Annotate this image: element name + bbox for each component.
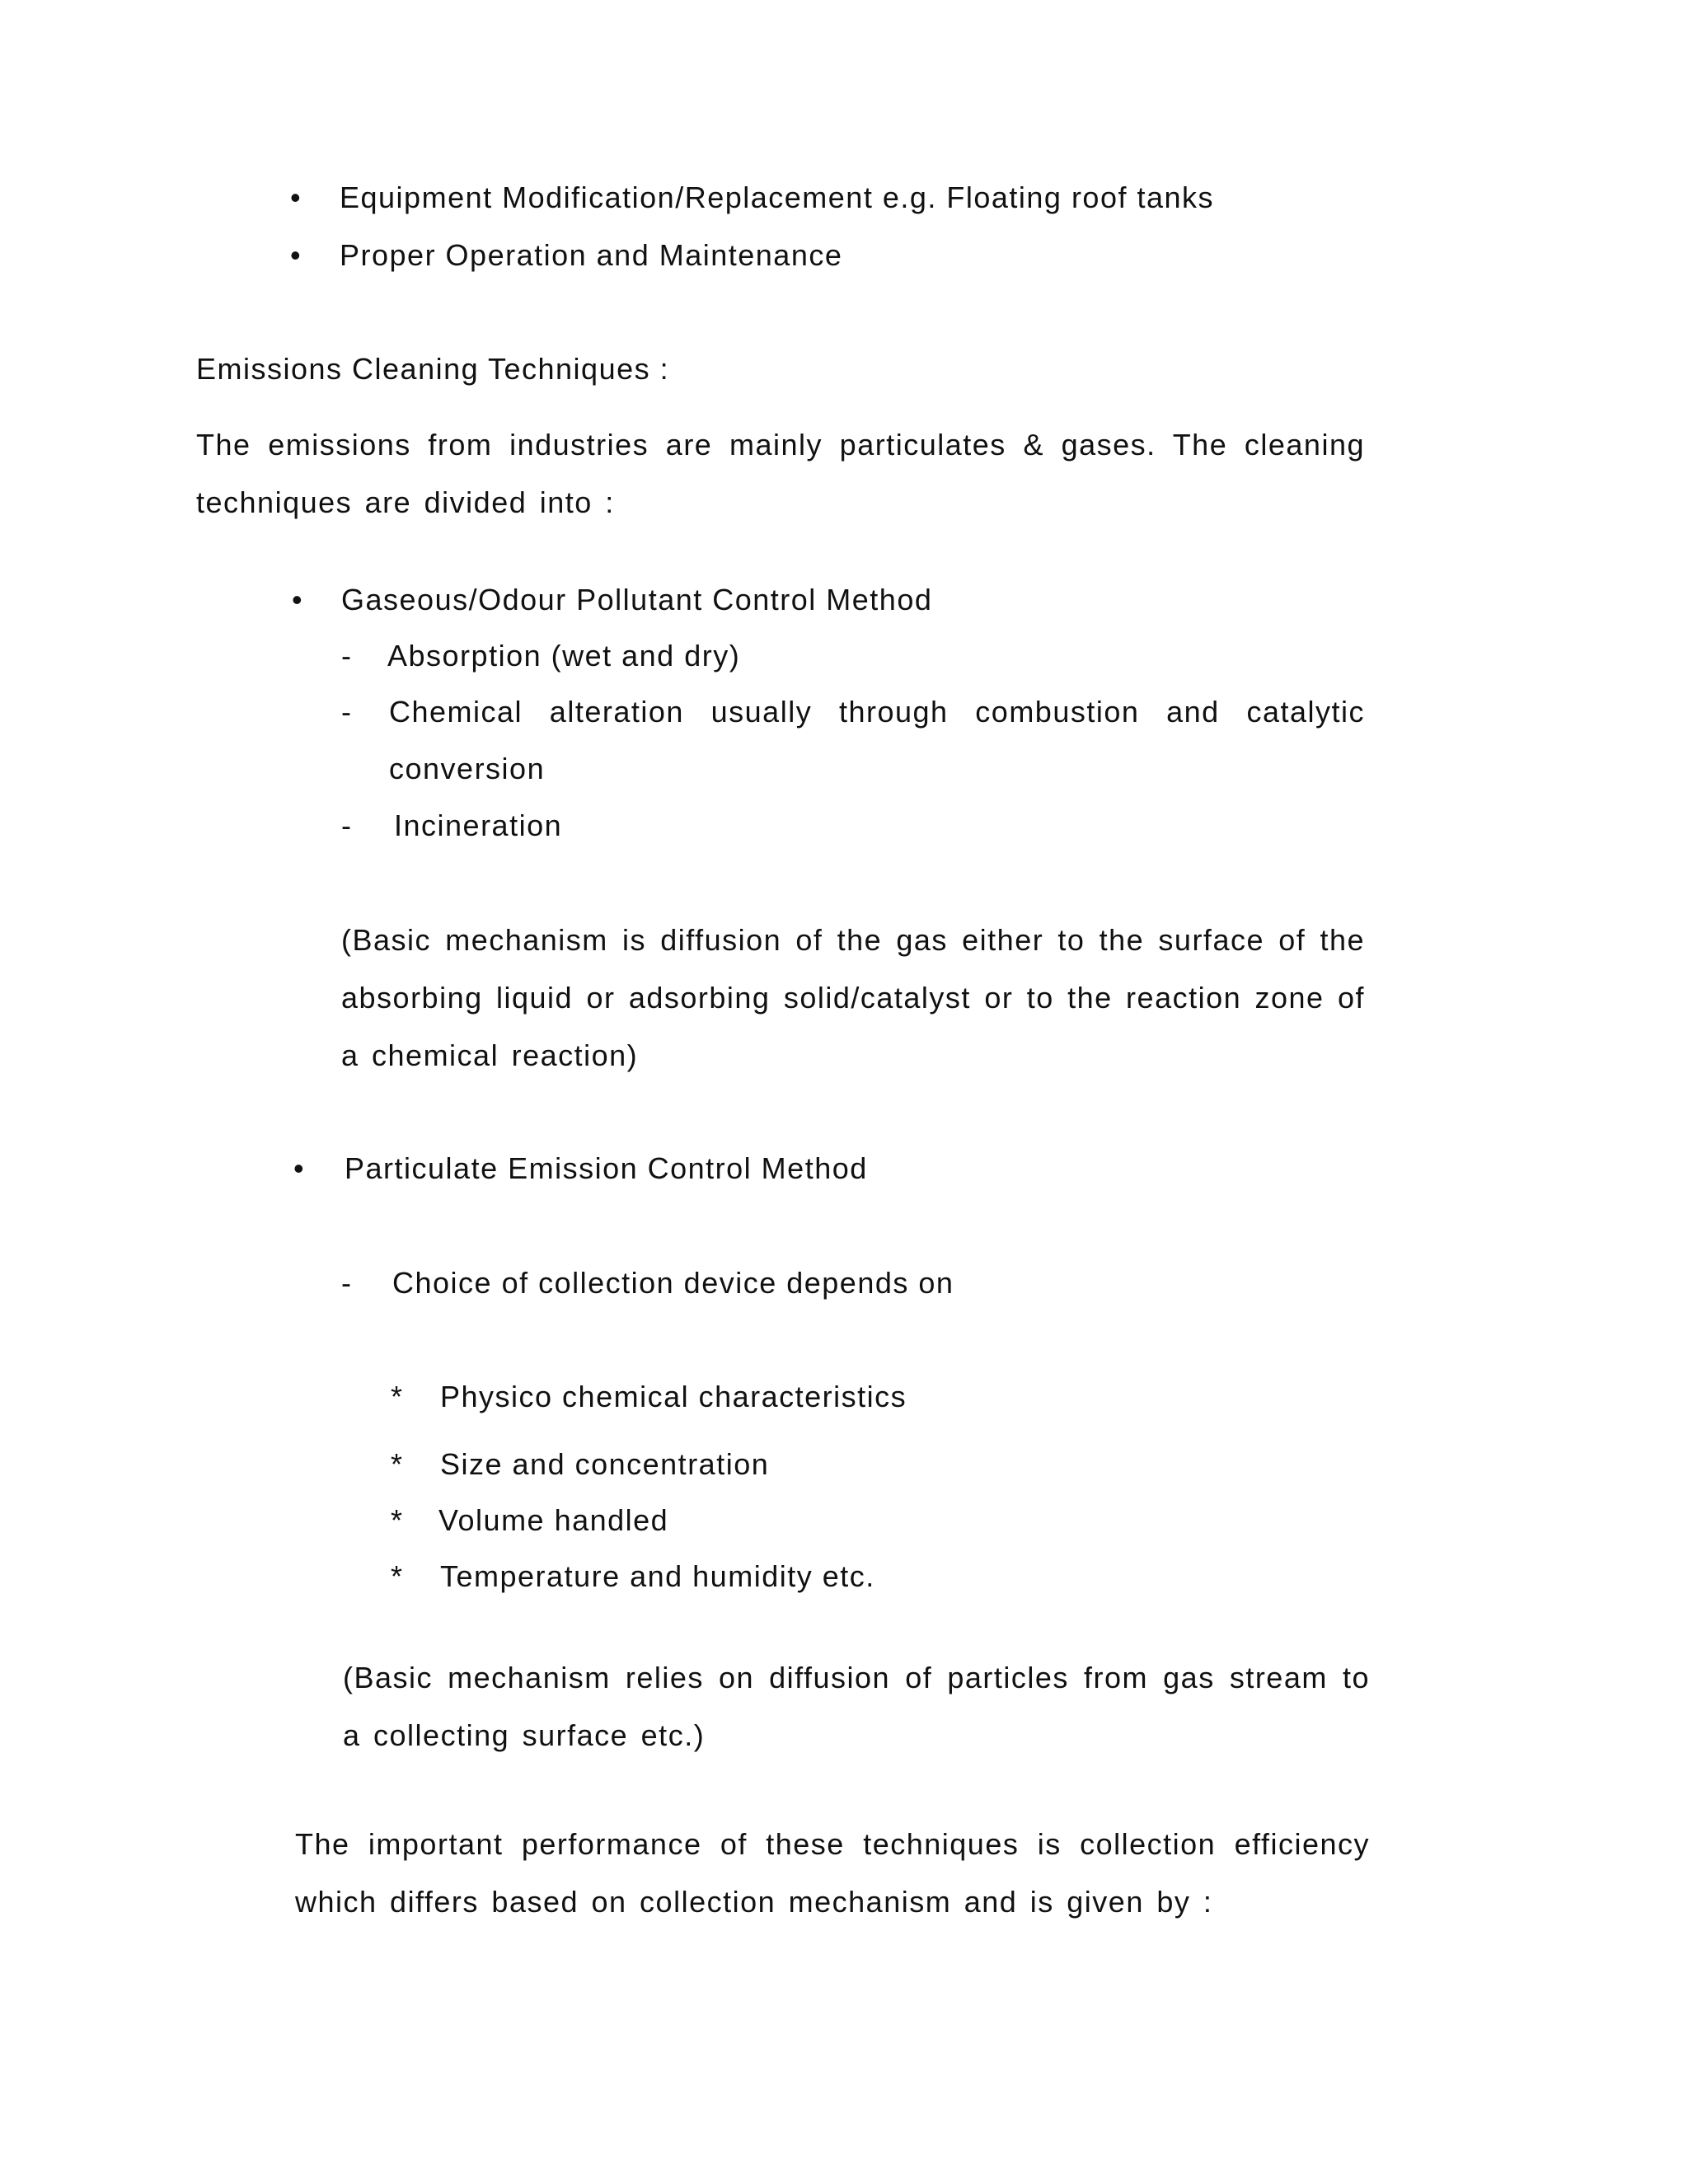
item-incineration: Incineration [394,808,563,842]
gaseous-method-title: Gaseous/Odour Pollutant Control Method [341,583,933,616]
section-heading: Emissions Cleaning Techniques : [196,352,670,386]
bullet-marker: • [293,1151,306,1185]
gaseous-mechanism-note: (Basic mechanism is diffusion of the gas either to the surface of the absorbing liquid or adsorbing solid/catalyst or to the reaction zone of a chemical reaction) [341,923,1365,1072]
item-chemical-alteration-line2: conversion [389,752,546,785]
dash-marker: - [341,639,353,673]
dash-marker: - [341,1266,353,1300]
item-chemical-alteration-line1: Chemical alteration usually through combustion and catalytic [389,695,1365,729]
dash-marker: - [341,695,353,729]
factor-volume-handled: Volume handled [438,1503,669,1537]
particulate-method-title: Particulate Emission Control Method [345,1151,868,1185]
item-absorption: Absorption (wet and dry) [387,639,741,673]
factor-temperature-humidity: Temperature and humidity etc. [440,1559,875,1593]
bullet-marker: • [290,180,302,214]
asterisk-marker: * [391,1447,404,1481]
intro-paragraph: The emissions from industries are mainly particulates & gases. The cleaning techniques are divided into : [196,428,1365,519]
closing-paragraph: The important performance of these techniques is collection efficiency which differs based on collection mechanism and is given by : [295,1827,1370,1919]
bullet-marker: • [290,238,302,272]
bullet-equipment-modification: Equipment Modification/Replacement e.g. Floating roof tanks [340,180,1215,214]
collection-device-choice: Choice of collection device depends on [392,1266,954,1300]
asterisk-marker: * [391,1503,404,1537]
particulate-mechanism-note: (Basic mechanism relies on diffusion of particles from gas stream to a collecting surface etc.) [343,1661,1370,1752]
dash-marker: - [341,808,353,842]
asterisk-marker: * [391,1380,404,1413]
bullet-proper-operation: Proper Operation and Maintenance [340,238,843,272]
bullet-marker: • [292,583,304,616]
factor-size-concentration: Size and concentration [440,1447,770,1481]
factor-physico-chemical: Physico chemical characteristics [440,1380,907,1413]
asterisk-marker: * [391,1559,404,1593]
